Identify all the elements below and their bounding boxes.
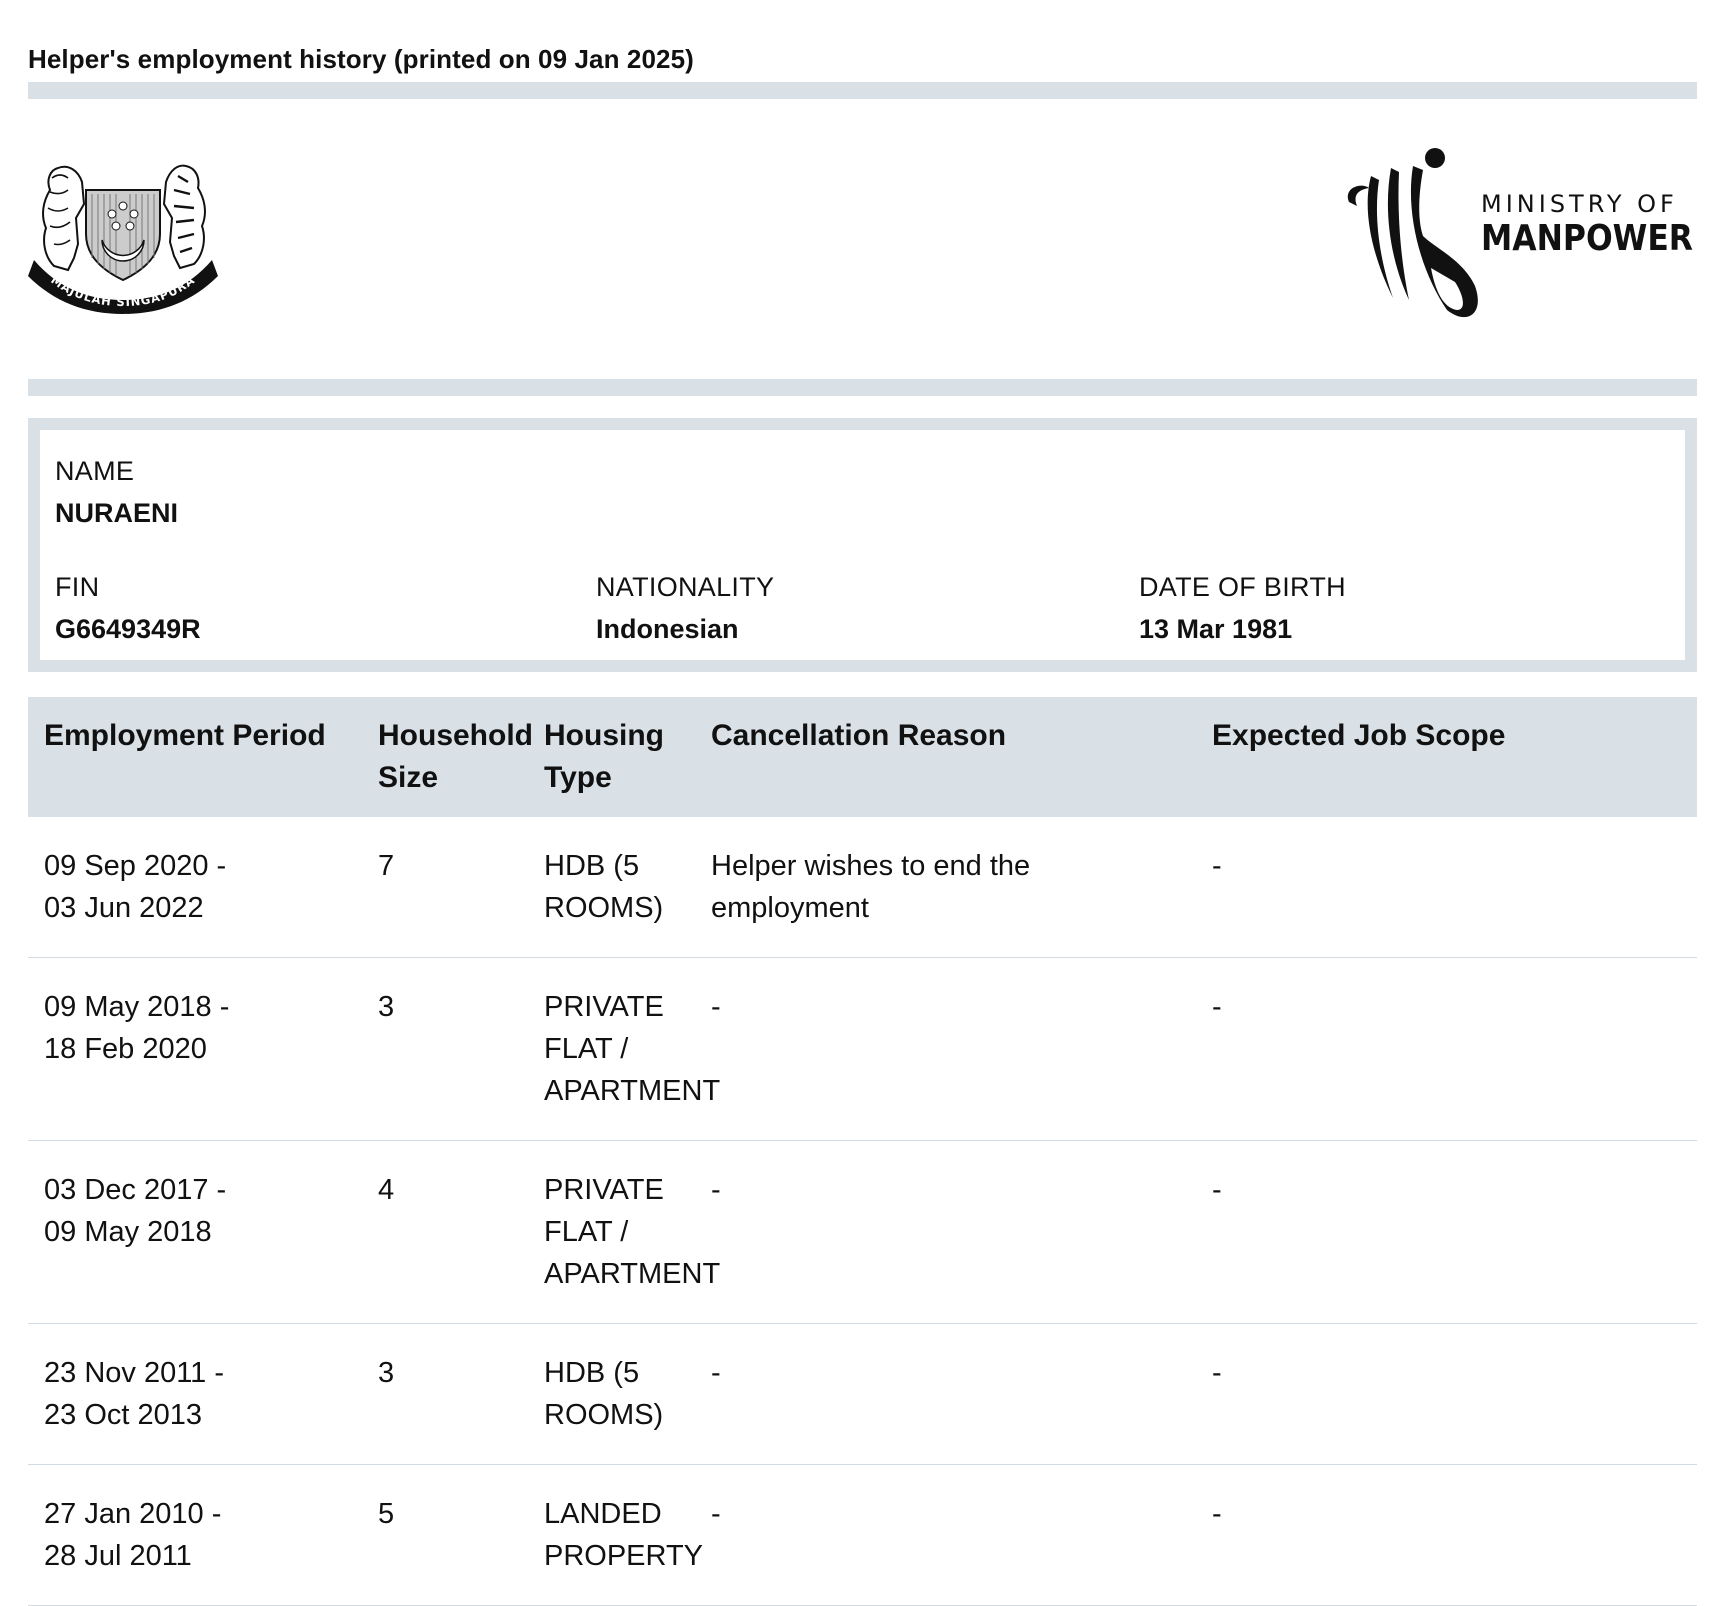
- household-size-cell: 7: [362, 817, 528, 958]
- employment-period-cell: 09 Sep 2020 - 03 Jun 2022: [28, 817, 362, 958]
- date-of-birth-field: [1139, 566, 1346, 650]
- household-size-cell: 3: [362, 1324, 528, 1465]
- header-divider-bottom: [28, 379, 1697, 396]
- cancellation-reason-cell: Helper wishes to end the employment: [695, 817, 1196, 958]
- table-row: [28, 1141, 1697, 1324]
- header-housing-type: Housing Type: [528, 697, 695, 817]
- household-size-cell: 5: [362, 1465, 528, 1606]
- fin-field: [55, 566, 201, 650]
- svg-text:MINISTRY OF: MINISTRY OF: [1481, 190, 1678, 218]
- cancellation-reason-cell: -: [695, 1141, 1196, 1324]
- expected-job-scope-cell: -: [1196, 958, 1697, 1141]
- name-label: NAME: [55, 456, 135, 486]
- expected-job-scope-cell: -: [1196, 1324, 1697, 1465]
- date-of-birth-value: 13 Mar 1981: [1139, 614, 1293, 644]
- expected-job-scope-cell: -: [1196, 817, 1697, 958]
- housing-type-cell: PRIVATE FLAT / APARTMENT: [528, 1141, 695, 1324]
- employment-period-cell: 09 May 2018 - 18 Feb 2020: [28, 958, 362, 1141]
- fin-label: FIN: [55, 572, 100, 602]
- housing-type-cell: PRIVATE FLAT / APARTMENT: [528, 958, 695, 1141]
- ministry-of-manpower-logo: [1335, 144, 1697, 326]
- svg-text:MAJULAH SINGAPURA: MAJULAH SINGAPURA: [48, 272, 198, 310]
- nationality-label: NATIONALITY: [596, 572, 775, 602]
- household-size-cell: 4: [362, 1141, 528, 1324]
- nationality-value: Indonesian: [596, 614, 739, 644]
- housing-type-cell: HDB (5 ROOMS): [528, 817, 695, 958]
- header-household-size: Household Size: [362, 697, 528, 817]
- date-of-birth-label: DATE OF BIRTH: [1139, 572, 1346, 602]
- household-size-cell: 3: [362, 958, 528, 1141]
- name-field: [55, 450, 178, 534]
- table-header-row: [28, 697, 1697, 817]
- svg-text:MANPOWER: MANPOWER: [1481, 218, 1693, 259]
- employment-history-table: [28, 697, 1697, 1606]
- document-title: Helper's employment history (printed on 09 Jan 2025): [28, 44, 694, 74]
- employment-period-cell: 03 Dec 2017 - 09 May 2018: [28, 1141, 362, 1324]
- cancellation-reason-cell: -: [695, 1324, 1196, 1465]
- housing-type-cell: HDB (5 ROOMS): [528, 1324, 695, 1465]
- table-row: [28, 1465, 1697, 1606]
- header-employment-period: Employment Period: [28, 697, 362, 817]
- expected-job-scope-cell: -: [1196, 1141, 1697, 1324]
- fin-value: G6649349R: [55, 614, 201, 644]
- table-row: [28, 958, 1697, 1141]
- header-cancellation-reason: Cancellation Reason: [695, 697, 1196, 817]
- employment-period-cell: 23 Nov 2011 - 23 Oct 2013: [28, 1324, 362, 1465]
- helper-details-panel: [28, 418, 1697, 672]
- nationality-field: [596, 566, 774, 650]
- header-divider-top: [28, 82, 1697, 99]
- cancellation-reason-cell: -: [695, 958, 1196, 1141]
- name-value: NURAENI: [55, 498, 179, 528]
- header-expected-job-scope: Expected Job Scope: [1196, 697, 1697, 817]
- table-row: [28, 1324, 1697, 1465]
- housing-type-cell: LANDED PROPERTY: [528, 1465, 695, 1606]
- table-row: [28, 817, 1697, 958]
- expected-job-scope-cell: -: [1196, 1465, 1697, 1606]
- singapore-crest-logo: [28, 148, 218, 314]
- cancellation-reason-cell: -: [695, 1465, 1196, 1606]
- employment-period-cell: 27 Jan 2010 - 28 Jul 2011: [28, 1465, 362, 1606]
